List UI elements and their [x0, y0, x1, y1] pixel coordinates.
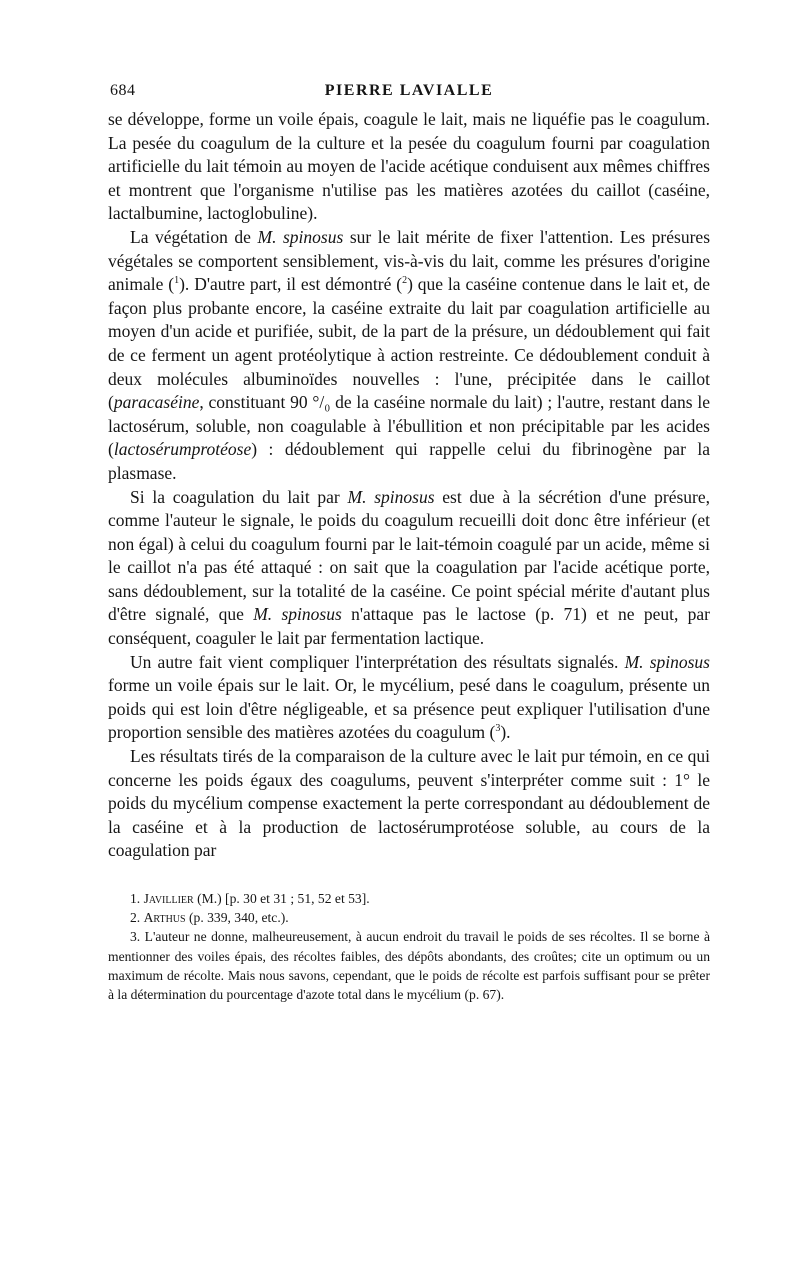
- text-run: 1.: [130, 891, 144, 906]
- paragraph: [108, 108, 710, 226]
- italic-text: paracaséine: [113, 392, 200, 413]
- page-header: [108, 82, 710, 108]
- italic-text: M. spinosus: [257, 226, 344, 247]
- text-run: ) que la caséine contenue dans le lait et, de façon plus probante encore, la caséine extraite du lait par coagulation artificielle au moyen d'un acide et purifiée, subit, de la part de la présure, un dédoublement qui fait de ce ferment un agent protéolytique à action restreinte. Ce dédoublement conduit à deux molécules albuminoïdes nouvelles : l'une, précipitée dans le caillot (: [108, 274, 710, 413]
- page: [108, 82, 710, 1004]
- footnotes: [108, 889, 710, 1004]
- text-run: se développe, forme un voile épais, coagule le lait, mais ne liquéfie pas le coagulum. La pesée du coagulum de la culture et la pesée du coagulum fourni par coagulation artificielle du lait témoin au moyen de l'acide acétique conduisent aux mêmes chiffres et montrent que l'organisme n'utilise pas les matières azotées du caillot (caséine, lactalbumine, lactoglobuline).: [108, 109, 710, 224]
- page-number: 684: [110, 82, 136, 99]
- footnote-reference: 1: [174, 275, 180, 287]
- paragraph: [108, 486, 710, 651]
- footnote: [108, 908, 710, 927]
- text-run: 3. L'auteur ne donne, malheureusement, à aucun endroit du travail le poids de ses récoltes. Il se borne à mentionner des voiles épais, des récoltes faibles, des dépôts abondants, des croûtes; cite un optimum ou un maximum de récolte. Mais nous savons, cependant, que le poids de récolte est parfois suffisant pour se prêter à la détermination du pourcentage d'azote total dans le mycélium (p. 67).: [108, 929, 710, 1003]
- text-run: (M.) [p. 30 et 31 ; 51, 52 et 53].: [193, 891, 370, 906]
- paragraph: [108, 745, 710, 863]
- body-text: [108, 108, 710, 863]
- italic-text: M. spinosus: [347, 486, 435, 507]
- footnote: [108, 889, 710, 908]
- italic-text: lactosérumprotéose: [113, 439, 252, 460]
- text-run: Les résultats tirés de la comparaison de la culture avec le lait pur témoin, en ce qui concerne les poids égaux des coagulums, peuvent s'interpréter comme suit : 1° le poids du mycélium compense exactement la perte correspondant au dédoublement de la caséine et à la production de lactosérumprotéose soluble, au cours de la coagulation par: [108, 746, 710, 861]
- text-run: (p. 339, 340, etc.).: [185, 910, 289, 926]
- text-run: n'attaque pas le lactose (p. 71) et ne peut, par conséquent, coaguler le lait par fermentation lactique.: [108, 604, 710, 649]
- paragraph: [108, 226, 710, 486]
- footnote-reference: 3: [495, 723, 501, 735]
- text-run: , constituant 90 °/₀ de la caséine normale du lait) ; l'autre, restant dans le lactosérum, soluble, non coagulable à l'ébullition et non précipitable par les acides (: [108, 392, 710, 460]
- text-run: ).: [500, 722, 511, 743]
- italic-text: M. spinosus: [253, 604, 342, 625]
- footnote: [108, 927, 710, 1004]
- author-name: Arthus: [143, 910, 186, 926]
- text-run: ). D'autre part, il est démontré (: [179, 274, 403, 295]
- footnote-reference: 2: [402, 275, 408, 287]
- text-run: forme un voile épais sur le lait. Or, le mycélium, pesé dans le coagulum, présente un poids qui est loin d'être négligeable, et sa présence peut expliquer l'utilisation d'une proportion sensible des matières azotées du coagulum (: [108, 675, 710, 743]
- text-run: La végétation de: [130, 226, 258, 247]
- text-run: est due à la sécrétion d'une présure, comme l'auteur le signale, le poids du coagulum recueilli doit donc être inférieur (et non égal) à celui du coagulum fourni par le lait-témoin coagulé par un acide, même si le caillot n'a pas été attaqué : on sait que la coagulation par l'acide acétique porte, sans dédoublement, sur la totalité de la caséine. Ce point spécial mérite d'autant plus d'être signalé, que: [108, 486, 711, 625]
- italic-text: M. spinosus: [624, 651, 710, 672]
- paragraph: [108, 651, 710, 745]
- running-head: PIERRE LAVIALLE: [324, 82, 494, 99]
- author-name: Javillier: [143, 891, 194, 906]
- text-run: Si la coagulation du lait par: [130, 486, 348, 507]
- text-run: 2.: [130, 910, 144, 926]
- text-run: ) : dédoublement qui rappelle celui du fibrinogène par la plasmase.: [108, 439, 710, 483]
- text-run: Un autre fait vient compliquer l'interprétation des résultats signalés.: [130, 651, 625, 672]
- text-run: sur le lait mérite de fixer l'attention. Les présures végétales se comportent sensiblement, vis-à-vis du lait, comme les présures d'origine animale (: [108, 226, 710, 295]
